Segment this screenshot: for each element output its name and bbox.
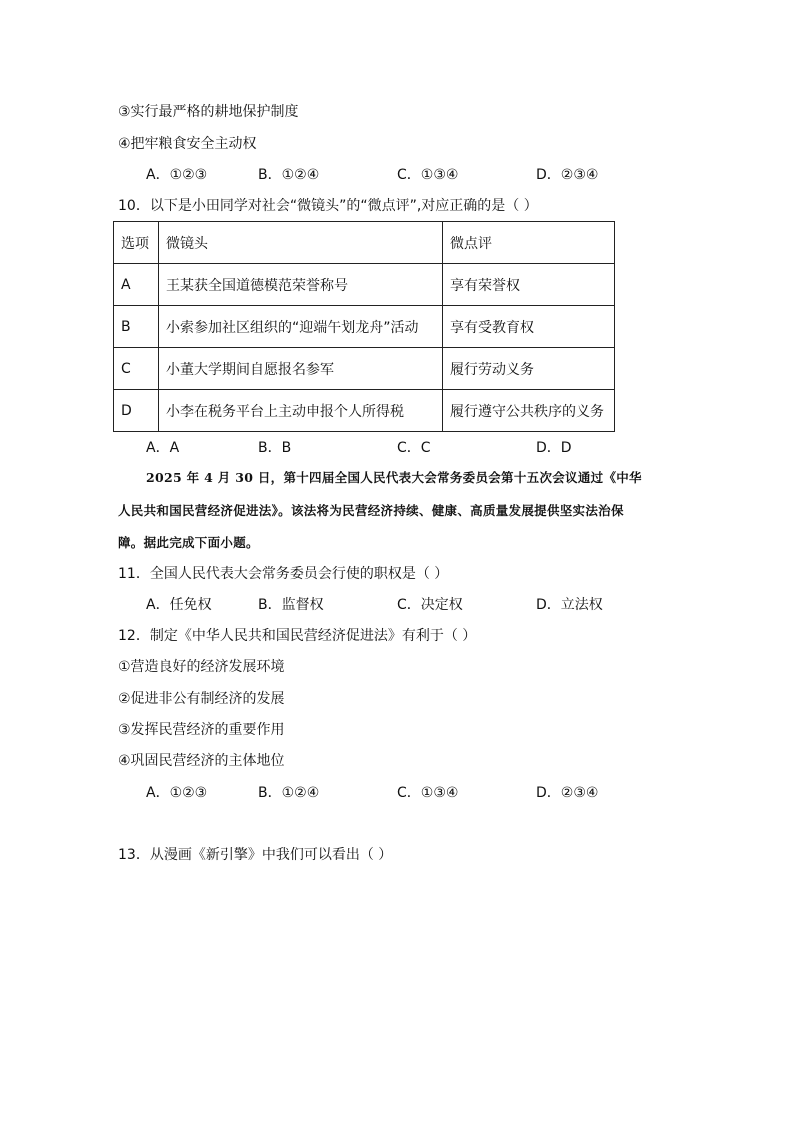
q12-item-2: ②促进非公有制经济的发展 bbox=[118, 691, 285, 707]
q9-item-4: ④把牢粮食安全主动权 bbox=[118, 136, 257, 152]
q10-option-d: D．D bbox=[536, 440, 572, 456]
material-line-2: 人民共和国民营经济促进法》。该法将为民营经济持续、健康、高质量发展提供坚实法治保 bbox=[118, 503, 624, 518]
q11-option-b: B．监督权 bbox=[258, 597, 324, 613]
header-cell: 微镜头 bbox=[159, 222, 443, 264]
q12-option-a: A．①②③ bbox=[146, 785, 208, 801]
q9-option-b: B．①②④ bbox=[258, 167, 320, 183]
q9-option-a: A．①②③ bbox=[146, 167, 208, 183]
table-cell: A bbox=[114, 264, 159, 306]
q12-item-1: ①营造良好的经济发展环境 bbox=[118, 659, 285, 675]
table-cell: 享有荣誉权 bbox=[443, 264, 615, 306]
table-cell: 小董大学期间自愿报名参军 bbox=[159, 348, 443, 390]
q12-stem: 12．制定《中华人民共和国民营经济促进法》有利于（ ） bbox=[118, 628, 477, 644]
q10-stem: 10．以下是小田同学对社会“微镜头”的“微点评”,对应正确的是（ ） bbox=[118, 198, 538, 214]
q10-options bbox=[146, 438, 646, 458]
table-cell: 享有受教育权 bbox=[443, 306, 615, 348]
table-cell: 小索参加社区组织的“迎端午划龙舟”活动 bbox=[159, 306, 443, 348]
q13-stem: 13．从漫画《新引擎》中我们可以看出（ ） bbox=[118, 847, 393, 863]
table-cell: D bbox=[114, 390, 159, 432]
table-cell: 履行遵守公共秩序的义务 bbox=[443, 390, 615, 432]
header-cell: 选项 bbox=[114, 222, 159, 264]
q12-option-d: D．②③④ bbox=[536, 785, 599, 801]
q12-item-3: ③发挥民营经济的重要作用 bbox=[118, 722, 285, 738]
header-cell: 微点评 bbox=[443, 222, 615, 264]
q9-item-3: ③实行最严格的耕地保护制度 bbox=[118, 104, 299, 120]
q12-option-b: B．①②④ bbox=[258, 785, 320, 801]
table-cell: C bbox=[114, 348, 159, 390]
table-cell: 履行劳动义务 bbox=[443, 348, 615, 390]
q9-options bbox=[146, 165, 646, 185]
q12-options bbox=[146, 783, 646, 803]
q10-table bbox=[113, 221, 615, 432]
q10-option-b: B．B bbox=[258, 440, 292, 456]
q10-option-c: C．C bbox=[397, 440, 431, 456]
q9-option-d: D．②③④ bbox=[536, 167, 599, 183]
table-row bbox=[114, 306, 615, 348]
table-cell: B bbox=[114, 306, 159, 348]
table-row bbox=[114, 348, 615, 390]
table-header-row bbox=[114, 222, 615, 264]
material-line-1: 2025 年 4 月 30 日，第十四届全国人民代表大会常务委员会第十五次会议通过《中华 bbox=[146, 470, 642, 485]
q9-option-c: C．①③④ bbox=[397, 167, 459, 183]
table-cell: 小李在税务平台上主动申报个人所得税 bbox=[159, 390, 443, 432]
q12-item-4: ④巩固民营经济的主体地位 bbox=[118, 753, 285, 769]
q10-option-a: A．A bbox=[146, 440, 180, 456]
q11-stem: 11．全国人民代表大会常务委员会行使的职权是（ ） bbox=[118, 566, 449, 582]
q11-option-c: C．决定权 bbox=[397, 597, 463, 613]
q11-option-d: D．立法权 bbox=[536, 597, 603, 613]
q11-options bbox=[146, 595, 646, 615]
q11-option-a: A．任免权 bbox=[146, 597, 212, 613]
table-row bbox=[114, 264, 615, 306]
table-cell: 王某获全国道德模范荣誉称号 bbox=[159, 264, 443, 306]
q12-option-c: C．①③④ bbox=[397, 785, 459, 801]
table-row bbox=[114, 390, 615, 432]
material-line-3: 障。据此完成下面小题。 bbox=[118, 535, 259, 550]
